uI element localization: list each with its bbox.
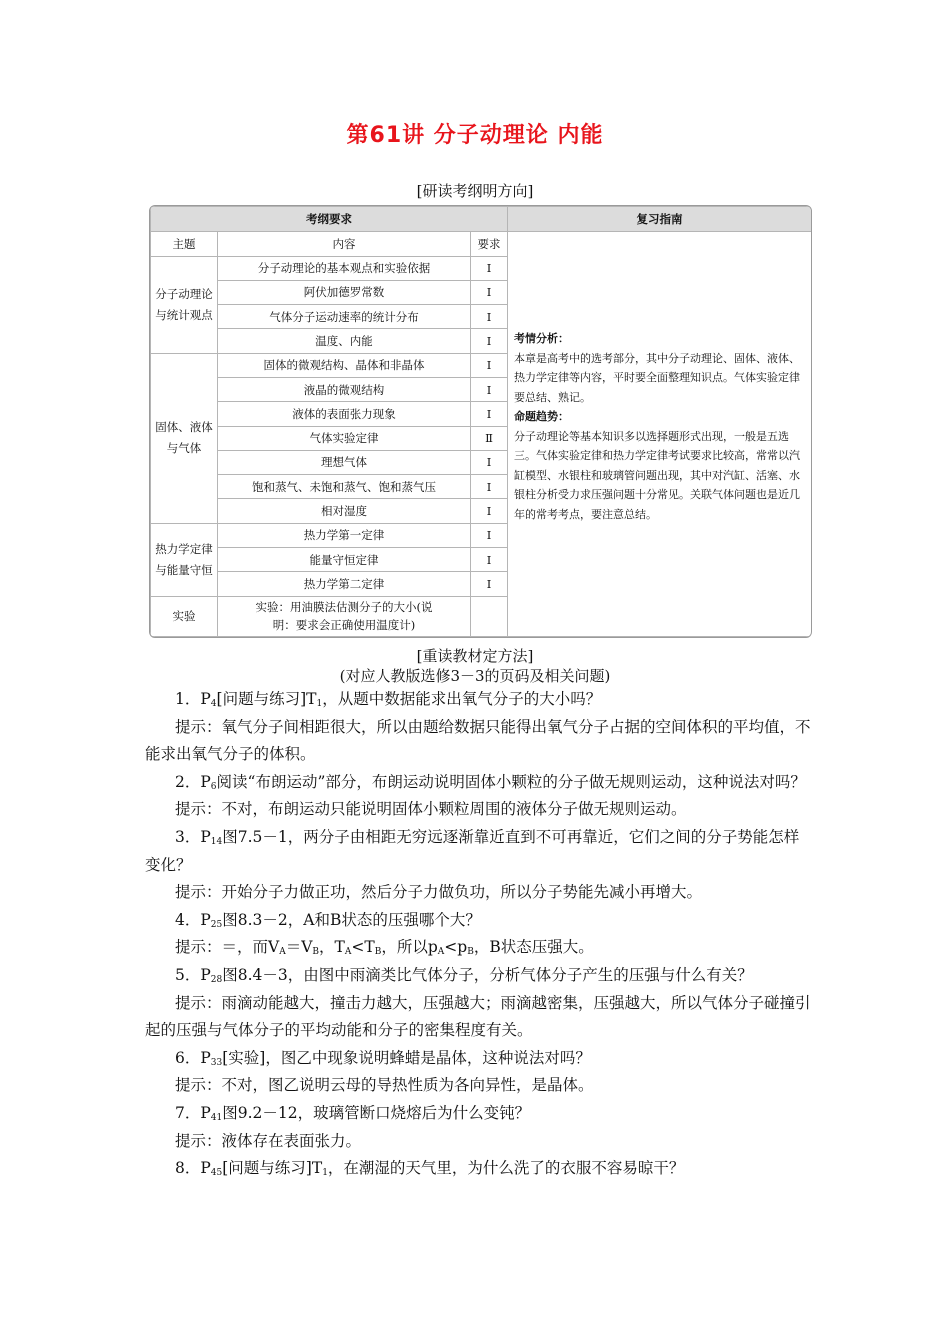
level-cell: Ⅰ [471,329,508,353]
content-cell: 液晶的微观结构 [218,377,471,401]
content-cell: 固体的微观结构、晶体和非晶体 [218,353,471,377]
textbook-heading: [重读教材定方法] [416,647,534,665]
content-cell: 气体分子运动速率的统计分布 [218,305,471,329]
level-cell: Ⅰ [471,377,508,401]
level-cell: Ⅰ [471,499,508,523]
level-cell [471,596,508,637]
question: 4．$P_{25}$图8.3－2，A和B状态的压强哪个大？ [175,910,481,930]
theme-cell: 固体、液体与气体 [151,353,218,523]
answer: 提示：氧气分子间相距很大，所以由题给数据只能得出氧气分子占据的空间体积的平均值，不能求出氧气分子的体积。 [145,717,811,764]
col-content: 内容 [218,232,471,256]
trend-label: 命题趋势： [514,410,570,424]
review-guide [508,232,812,637]
content-cell: 气体实验定律 [218,426,471,450]
header-guide: 复习指南 [508,207,812,232]
syllabus-table [149,205,812,638]
content-cell: 温度、内能 [218,329,471,353]
content-cell: 热力学第二定律 [218,572,471,596]
level-cell: Ⅰ [471,547,508,571]
qa-list [145,686,813,1183]
level-cell: Ⅱ [471,426,508,450]
answer: 提示：液体存在表面张力。 [175,1131,362,1150]
question: 2．$P_6$阅读“布朗运动”部分，布朗运动说明固体小颗粒的分子做无规则运动，这种说法对吗？ [175,772,806,792]
trend-text: 分子动理论等基本知识多以选择题形式出现，一般是五选三。气体实验定律和热力学定律考试要求比较高，常常以汽缸模型、水银柱和玻璃管问题出现，其中对汽缸、活塞、水银柱分析受力求压强问题十分常见。关联气体问题也是近几年的常考考点，要注意总结。 [514,429,801,521]
content-cell: 阿伏加德罗常数 [218,280,471,304]
content-cell: 理想气体 [218,450,471,474]
answer: 提示：雨滴动能越大，撞击力越大，压强越大；雨滴越密集，压强越大，所以气体分子碰撞引起的压强与气体分子的平均动能和分子的密集程度有关。 [145,993,811,1040]
level-cell: Ⅰ [471,353,508,377]
question: 7．$P_{41}$图9.2－12，玻璃管断口烧熔后为什么变钝？ [175,1103,531,1123]
level-cell: Ⅰ [471,402,508,426]
analysis-label: 考情分析： [514,332,570,346]
level-cell: Ⅰ [471,450,508,474]
question: 8．$P_{45}$[问题与练习]$T_1$，在潮湿的天气里，为什么洗了的衣服不容易晾干？ [175,1159,685,1179]
content-cell: 实验：用油膜法估测分子的大小(说明：要求会正确使用温度计) [218,596,471,637]
level-cell: Ⅰ [471,523,508,547]
level-cell: Ⅰ [471,475,508,499]
content-cell: 能量守恒定律 [218,547,471,571]
question: 3．$P_{14}$图7.5－1，两分子由相距无穷远逐渐靠近直到不可再靠近，它们之间的分子势能怎样变化？ [145,827,800,874]
content-cell: 热力学第一定律 [218,523,471,547]
level-cell: Ⅰ [471,280,508,304]
content-cell: 液体的表面张力现象 [218,402,471,426]
question: 5．$P_{28}$图8.4－3，由图中雨滴类比气体分子，分析气体分子产生的压强与什么有关？ [175,965,753,985]
question: 6．$P_{33}$[实验]，图乙中现象说明蜂蜡是晶体，这种说法对吗？ [175,1048,591,1068]
content-cell: 相对湿度 [218,499,471,523]
textbook-subheading: (对应人教版选修3－3的页码及相关问题) [339,667,611,685]
outline-heading: [研读考纲明方向] [416,182,534,200]
answer: 提示：不对，图乙说明云母的导热性质为各向异性，是晶体。 [175,1076,594,1095]
content-cell: 饱和蒸气、未饱和蒸气、饱和蒸气压 [218,475,471,499]
answer: 提示：不对，布朗运动只能说明固体小颗粒周围的液体分子做无规则运动。 [175,800,687,819]
answer: 提示：＝，而$V_A=V_B$，$T_A<T_B$，所以$p_A<p_B$，B状态压强大。 [175,938,594,958]
theme-cell: 实验 [151,596,218,637]
analysis-text: 本章是高考中的选考部分，其中分子动理论、固体、液体、热力学定律等内容，平时要全面整理知识点。气体实验定律要总结、熟记。 [514,351,801,404]
theme-cell: 热力学定律与能量守恒 [151,523,218,596]
level-cell: Ⅰ [471,256,508,280]
level-cell: Ⅰ [471,305,508,329]
page-title: 第61讲 分子动理论 内能 [346,123,604,148]
level-cell: Ⅰ [471,572,508,596]
col-theme: 主题 [151,232,218,256]
col-level: 要求 [471,232,508,256]
theme-cell: 分子动理论与统计观点 [151,256,218,353]
content-cell: 分子动理论的基本观点和实验依据 [218,256,471,280]
question: 1．$P_4$[问题与练习]$T_1$，从题中数据能求出氧气分子的大小吗？ [175,690,602,709]
header-requirements: 考纲要求 [151,207,508,232]
answer: 提示：开始分子力做正功，然后分子力做负功，所以分子势能先减小再增大。 [175,883,703,902]
